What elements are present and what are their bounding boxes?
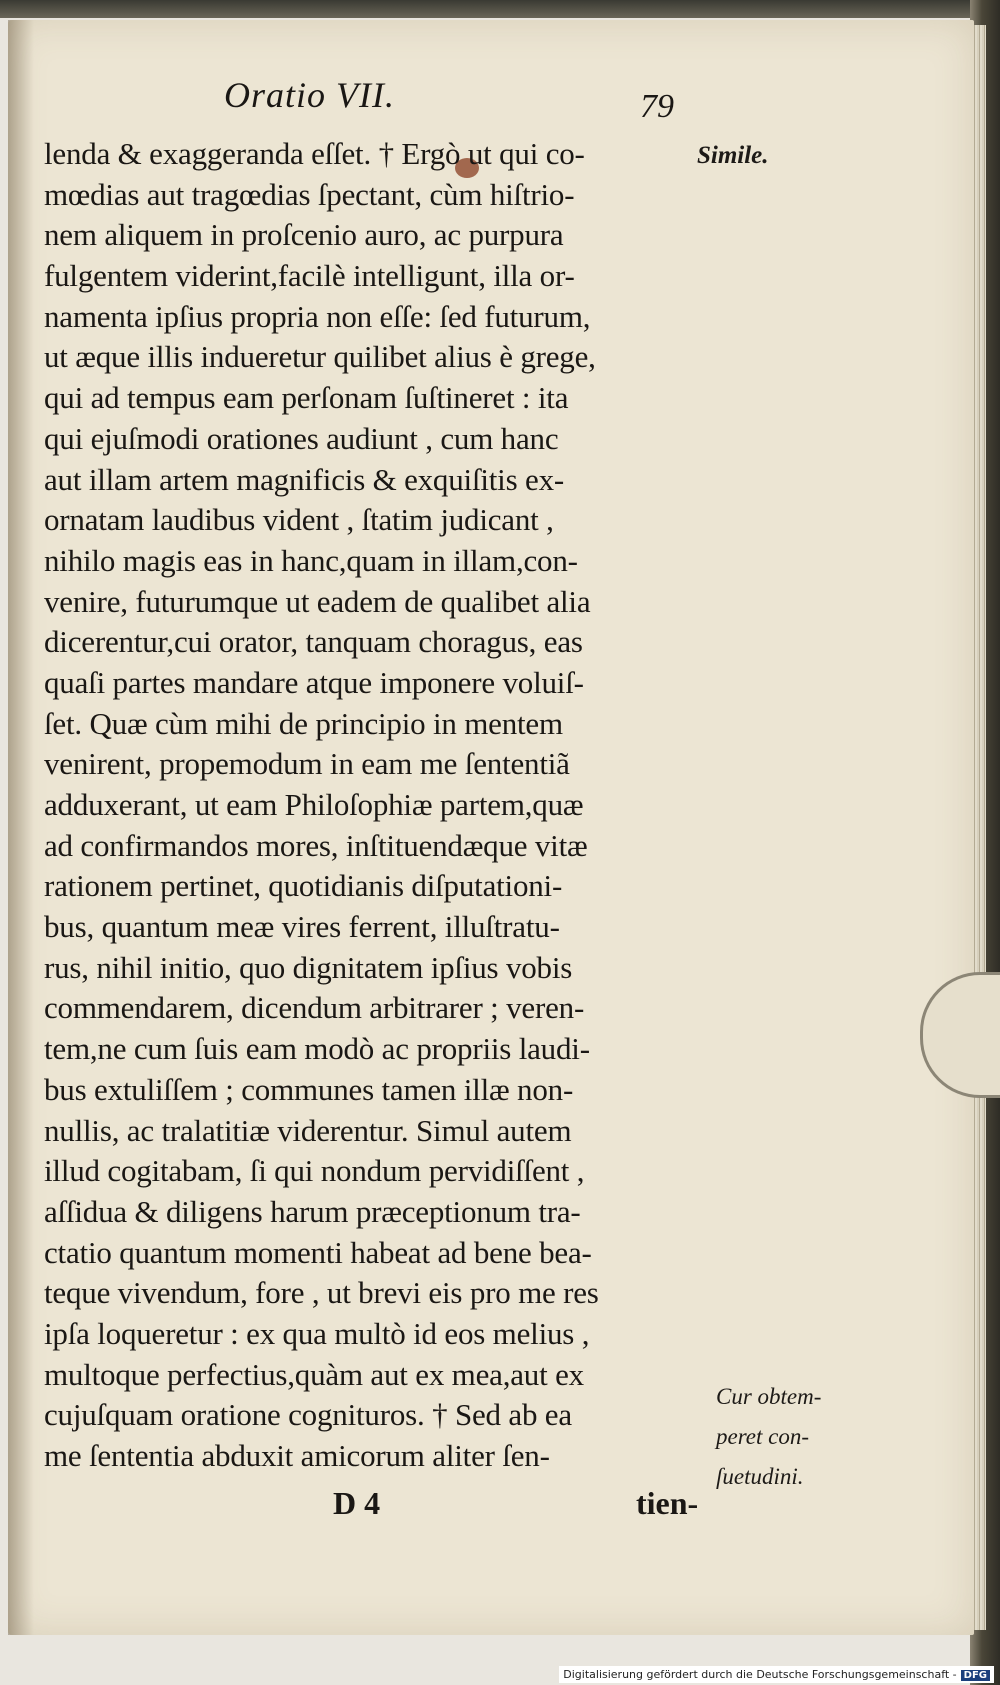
- text-line: rationem pertinet, quotidianis diſputationi-: [44, 868, 563, 904]
- running-title: Oratio VII.: [224, 75, 395, 115]
- text-line: qui ad tempus eam perſonam ſuſtineret : ita: [44, 380, 569, 416]
- text-line: qui ejuſmodi orationes audiunt , cum hanc: [44, 420, 559, 456]
- text-line: venire, futurumque ut eadem de qualibet alia: [44, 583, 591, 619]
- text-line: bus extuliſſem ; communes tamen illæ non-: [44, 1071, 574, 1107]
- digitization-credit: [559, 1666, 994, 1683]
- text-line: aſſidua & diligens harum præceptionum tra-: [44, 1193, 581, 1229]
- text-line: venirent, propemodum in eam me ſententiã: [44, 746, 570, 782]
- text-line: cujuſquam oratione cognituros. † Sed ab ea: [44, 1397, 572, 1433]
- text-line: aut illam artem magnificis & exquiſitis ex-: [44, 461, 564, 497]
- text-line: ſet. Quæ cùm mihi de principio in mentem: [44, 705, 563, 741]
- text-line: ad confirmandos mores, inſtituendæque vitæ: [44, 827, 588, 863]
- margin-note-simile: Simile.: [697, 142, 769, 169]
- body-text: [44, 134, 684, 1477]
- text-line: multoque perfectius,quàm aut ex mea,aut ex: [44, 1356, 584, 1392]
- text-line: quaſi partes mandare atque imponere voluiſ-: [44, 664, 584, 700]
- text-line: nullis, ac tralatitiæ viderentur. Simul autem: [44, 1112, 572, 1148]
- text-line: teque vivendum, fore , ut brevi eis pro me res: [44, 1275, 599, 1311]
- text-line: me ſententia abduxit amicorum aliter ſen-: [44, 1438, 550, 1473]
- margin-note-cur-obtemperet: [716, 1377, 866, 1497]
- credit-text: Digitalisierung gefördert durch die Deutsche Forschungsgemeinschaft -: [563, 1668, 957, 1681]
- text-line: namenta ipſius propria non eſſe: ſed futurum,: [44, 298, 591, 334]
- text-line: nem aliquem in proſcenio auro, ac purpura: [44, 217, 564, 253]
- text-line: mœdias aut tragœdias ſpectant, cùm hiſtrio-: [44, 176, 575, 212]
- book-page-edges: [972, 25, 986, 1630]
- text-line: dicerentur,cui orator, tanquam choragus, eas: [44, 624, 583, 660]
- text-line: adduxerant, ut eam Philoſophiæ partem,quæ: [44, 787, 584, 822]
- text-line: rus, nihil initio, quo dignitatem ipſius vobis: [44, 949, 573, 985]
- text-line: commendarem, dicendum arbitrarer ; veren-: [44, 990, 585, 1026]
- text-line: lenda & exaggeranda eſſet. † Ergò ut qui co-: [44, 136, 585, 171]
- dfg-logo: DFG: [961, 1670, 990, 1681]
- text-line: ornatam laudibus vident , ſtatim judicant ,: [44, 502, 554, 538]
- margin-note-line: ſuetudini.: [716, 1464, 804, 1489]
- gutter-shadow: [8, 20, 34, 1635]
- text-line: ut æque illis indueretur quilibet alius è grege,: [44, 339, 596, 375]
- text-line: tem,ne cum ſuis eam modò ac propriis laudi-: [44, 1031, 590, 1067]
- text-line: ctatio quantum momenti habeat ad bene bea-: [44, 1234, 592, 1270]
- catchword: tien-: [636, 1485, 699, 1521]
- text-line: fulgentem viderint,facilè intelligunt, illa or-: [44, 258, 575, 294]
- signature-mark: D 4: [333, 1485, 381, 1521]
- text-line: bus, quantum meæ vires ferrent, illuſtratu-: [44, 909, 560, 945]
- margin-note-line: peret con-: [716, 1424, 810, 1449]
- scan-top-edge: [0, 0, 1000, 18]
- text-line: nihilo magis eas in hanc,quam in illam,con-: [44, 542, 578, 578]
- margin-note-line: Cur obtem-: [716, 1384, 822, 1409]
- text-line: illud cogitabam, ſi qui nondum pervidiſſent ,: [44, 1153, 585, 1189]
- page-number: 79: [640, 88, 674, 125]
- text-line: ipſa loqueretur : ex qua multò id eos melius ,: [44, 1315, 590, 1351]
